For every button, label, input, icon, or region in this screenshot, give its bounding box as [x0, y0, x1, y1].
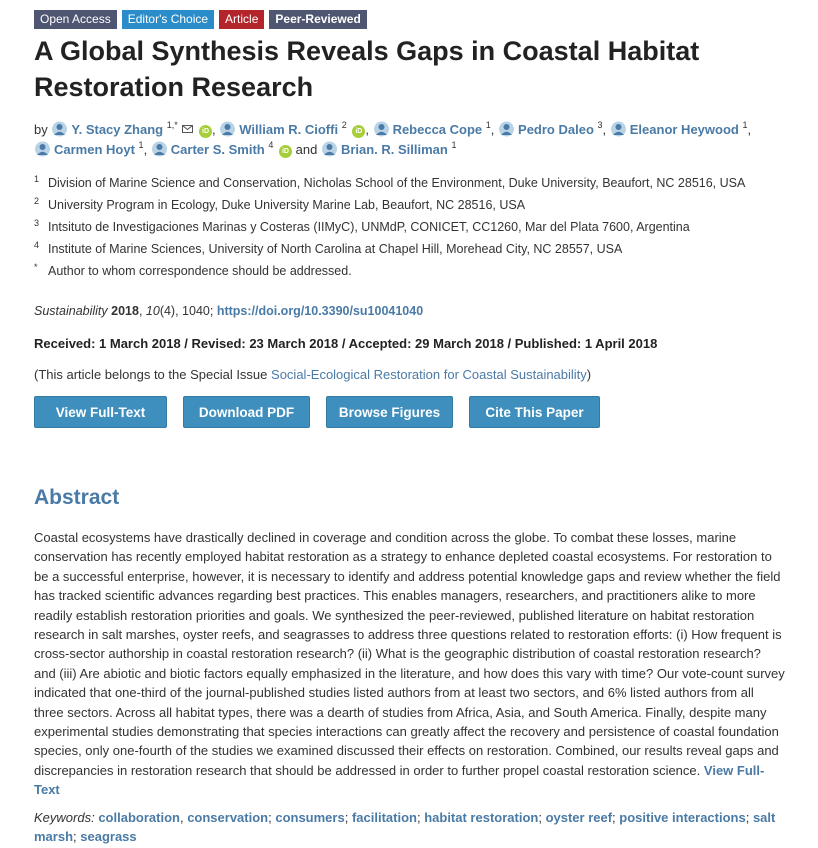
author-link[interactable]: Carter S. Smith [170, 142, 265, 157]
author-affiliation-sup: 1 [485, 120, 491, 130]
author-profile-icon[interactable] [321, 141, 338, 157]
author-link[interactable]: Eleanor Heywood [629, 122, 739, 137]
view-full-text-button[interactable]: View Full-Text [34, 396, 167, 428]
author-entry [321, 142, 457, 157]
and-label: and [295, 142, 318, 157]
author-link[interactable]: Y. Stacy Zhang [71, 122, 164, 137]
affiliation-list [34, 172, 794, 282]
author-link[interactable]: Rebecca Cope [392, 122, 483, 137]
author-affiliation-sup: 4 [268, 140, 274, 150]
keyword-link[interactable]: salt marsh [34, 810, 776, 845]
author-profile-icon[interactable] [610, 121, 627, 137]
by-label: by [34, 122, 48, 137]
abstract-text [34, 528, 786, 800]
author-affiliation-sup: 1,* [166, 120, 178, 130]
affiliation-number: 2 [34, 196, 40, 206]
author-affiliation-sup: 1 [138, 140, 144, 150]
author-affiliation-sup: 3 [597, 120, 603, 130]
article-title: A Global Synthesis Reveals Gaps in Coastal Habitat Restoration Research [34, 36, 700, 102]
keyword-link[interactable]: conservation [187, 810, 269, 825]
affiliation-text: Division of Marine Science and Conservation, Nicholas School of the Environment, Duke University, Beaufort, NC 28516, USA [48, 176, 746, 190]
abstract-heading: Abstract [34, 486, 120, 509]
author-entry: Rebecca Cope $^1$, [373, 122, 498, 137]
orcid-icon[interactable]: iD [199, 125, 212, 138]
author-profile-icon[interactable] [219, 121, 236, 137]
keyword-link[interactable]: positive interactions [619, 810, 746, 825]
author-entry: Pedro Daleo $^3$, [498, 122, 610, 137]
keyword-link[interactable]: facilitation [351, 810, 417, 825]
abstract-view-full-text-link[interactable]: View Full-Text [34, 762, 765, 798]
badge-row [34, 10, 367, 29]
special-issue-note [34, 367, 591, 382]
author-profile-icon[interactable] [151, 141, 168, 157]
author-profile-icon[interactable] [51, 121, 68, 137]
email-icon[interactable] [182, 125, 193, 133]
affiliation-text: Institute of Marine Sciences, University of North Carolina at Chapel Hill, Morehead City, NC 28557, USA [48, 242, 623, 256]
browse-figures-button[interactable]: Browse Figures [326, 396, 453, 428]
affiliation-item [34, 238, 794, 260]
citation-volume: 10 [145, 304, 160, 318]
author-affiliation-sup: 2 [341, 120, 347, 130]
action-buttons [34, 396, 616, 428]
author-profile-icon[interactable] [373, 121, 390, 137]
affiliation-text: University Program in Ecology, Duke University Marine Lab, Beaufort, NC 28516, USA [48, 198, 526, 212]
affiliation-number: 4 [34, 240, 40, 250]
keyword-link[interactable]: oyster reef [545, 810, 613, 825]
author-link[interactable]: Carmen Hoyt [54, 142, 135, 157]
cite-paper-button[interactable]: Cite This Paper [469, 396, 600, 428]
author-profile-icon[interactable] [34, 141, 51, 157]
keyword-link[interactable]: consumers [275, 810, 345, 825]
affiliation-text: Intsituto de Investigaciones Marinas y Costeras (IIMyC), UNMdP, CONICET, CC1260, Mar del Plata 7600, Argentina [48, 220, 690, 234]
affiliation-item [34, 172, 794, 194]
keyword-link[interactable]: seagrass [80, 829, 137, 845]
citation-line: Sustainability 2018, 10(4), 1040; https://doi.org/10.3390/su10041040 [34, 304, 424, 318]
editors-choice-badge[interactable]: Editor's Choice [122, 10, 214, 29]
special-issue-prefix: (This article belongs to the Special Issue [34, 367, 268, 382]
citation-year: 2018 [111, 304, 139, 318]
orcid-icon[interactable]: iD [279, 145, 292, 158]
affiliation-number: 3 [34, 218, 40, 228]
keyword-link[interactable]: collaboration [98, 810, 180, 825]
open-access-badge[interactable]: Open Access [34, 10, 117, 29]
journal-name: Sustainability [34, 304, 108, 318]
author-entry: Y. Stacy Zhang $^{1,*}$ iD , [51, 122, 219, 137]
peer-reviewed-badge: Peer-Reviewed [269, 10, 366, 29]
author-entry [151, 142, 296, 157]
affiliation-item [34, 194, 794, 216]
abstract-body: Coastal ecosystems have drastically declined in coverage and condition across the globe. To combat these losses, marine conservation has recently employed habitat restoration as a strategy to enhance depleted coastal ecosystems. For restoration to be a successful enterprise, however, it is necessary to identify and address potential knowledge gaps and review whether the field has tracked scientific advances regarding best practices. This enables managers, researchers, and practitioners alike to more readily establish restoration priorities and goals. We synthesized the peer-reviewed, published literature on habitat restoration research in salt marshes, oyster reefs, and seagrasses to address three questions related to restoration efforts: (i) How frequent is cross-sector authorship in coastal restoration research? (ii) What is the geographic distribution of coastal restoration research? and (iii) Are abiotic and biotic factors equally emphasized in the literature, and how does this vary with time? Our vote-count survey indicated that one-third of the journal-published studies listed authors from at least two sectors, and 6% listed authors from all three sectors. Across all habitat types, there was a dearth of studies from Africa, Asia, and South America. Finally, despite many experimental studies demonstrating that species interactions can greatly affect the recovery and persistence of coastal foundation species, only one-fourth of the studies we examined discussed their effects on restoration. Combined, our results reveal gaps and discrepancies in restoration research that should be addressed in order to further propel coastal restoration science. [34, 530, 785, 778]
doi-link[interactable]: https://doi.org/10.3390/su10041040 [216, 304, 424, 318]
affiliation-number: * [34, 262, 38, 272]
download-pdf-button[interactable]: Download PDF [183, 396, 310, 428]
affiliation-text: Author to whom correspondence should be addressed. [48, 264, 352, 278]
orcid-icon[interactable]: iD [352, 125, 365, 138]
author-entry: William R. Cioffi $^2$ iD , [219, 122, 372, 137]
article-type-badge: Article [219, 10, 264, 29]
affiliation-item [34, 260, 794, 282]
special-issue-suffix: ) [586, 367, 592, 382]
author-profile-icon[interactable] [498, 121, 515, 137]
citation-issue: (4) [159, 304, 176, 318]
author-link[interactable]: Pedro Daleo [518, 122, 594, 137]
special-issue-link[interactable]: Social-Ecological Restoration for Coastal Sustainability [271, 367, 587, 382]
affiliation-item [34, 216, 794, 238]
author-affiliation-sup: 1 [742, 120, 748, 130]
citation-pages: , 1040; [175, 304, 214, 318]
author-entry: Eleanor Heywood $^1$, [610, 122, 751, 137]
author-link[interactable]: Brian. R. Silliman [340, 142, 448, 157]
keywords-label: Keywords: [34, 810, 95, 825]
author-affiliation-sup: 1 [451, 140, 457, 150]
publication-dates: Received: 1 March 2018 / Revised: 23 March 2018 / Accepted: 29 March 2018 / Published: 1 April 2018 [34, 336, 658, 351]
keywords: Keywords: collaboration, conservation; consumers; facilitation; habitat restoration; oyster reef; positive interactions; salt marsh; seagrass [34, 810, 776, 845]
author-link[interactable]: William R. Cioffi [239, 122, 339, 137]
affiliation-number: 1 [34, 174, 40, 184]
author-list [34, 120, 794, 160]
author-entry: Carmen Hoyt $^1$, [34, 142, 151, 157]
keyword-link[interactable]: habitat restoration [424, 810, 539, 825]
